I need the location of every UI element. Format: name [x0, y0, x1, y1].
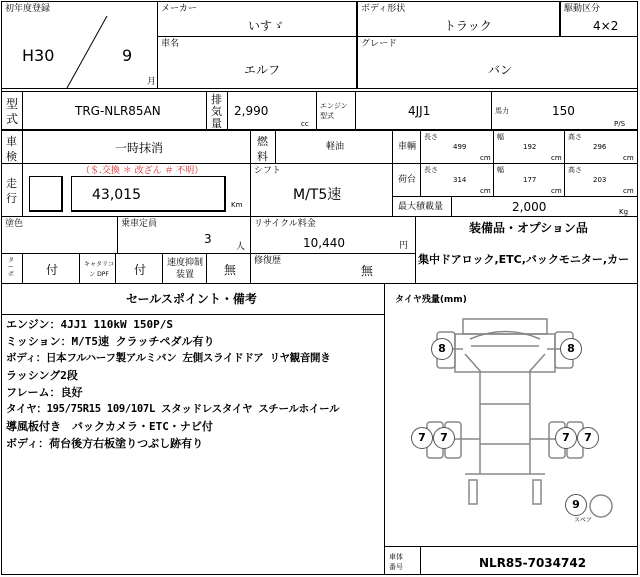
- tire-spare: 9: [565, 494, 587, 516]
- options-value: 集中ドアロック,ETC,バックモニター,カー: [418, 253, 630, 266]
- model-label-cell: [1, 91, 23, 130]
- shift-cell: [250, 163, 393, 217]
- displacement-label: 排気量: [211, 93, 222, 130]
- catalyst-label: キャタリコン DPF: [84, 261, 114, 278]
- max-load-cell: [451, 196, 638, 217]
- cabin-height: 296: [593, 143, 607, 151]
- max-load-label: 最大積載量: [398, 202, 444, 212]
- unit-cm: cm: [623, 154, 634, 162]
- max-load-unit: Kg: [619, 208, 629, 216]
- vin-label-cell: [384, 546, 421, 575]
- height-label: 高さ: [568, 166, 582, 174]
- shift-label: シフト: [254, 166, 282, 176]
- repair-value: 無: [361, 264, 374, 278]
- fuel-value: 軽油: [326, 142, 345, 152]
- recycle-cell: [250, 216, 416, 254]
- car-name-cell: [157, 36, 357, 89]
- model-value: TRG-NLR85AN: [75, 104, 161, 118]
- body-type-cell: [357, 1, 560, 37]
- maker-value: いすゞ: [248, 19, 285, 33]
- sales-line: ラッシング2段: [6, 369, 78, 382]
- car-name-value: エルフ: [244, 63, 281, 77]
- cabin-height-cell: [564, 130, 638, 164]
- capacity-label: 乗車定員: [121, 219, 158, 229]
- tire-rear-right-inner: 7: [555, 427, 577, 449]
- unit-cm: cm: [623, 187, 634, 195]
- sales-points-body: [6, 316, 384, 452]
- width-label: 幅: [497, 166, 504, 174]
- sales-points-title: セールスポイント・備考: [126, 292, 257, 306]
- first-reg-label: 初年度登録: [5, 4, 51, 14]
- cabin-width: 192: [523, 143, 537, 151]
- speed-limiter-label: 速度抑制装置: [166, 258, 203, 280]
- car-name-label: 車名: [161, 39, 180, 49]
- mileage-mark-box: [29, 176, 63, 212]
- sales-line: エンジン：4JJ1 110kW 150P/S: [6, 318, 174, 331]
- sales-line: フレーム：良好: [6, 386, 83, 399]
- turbo-value: 付: [46, 263, 59, 277]
- catalyst-cell: [115, 253, 163, 284]
- inspection-label-cell: [1, 130, 23, 164]
- len-label: 長さ: [424, 133, 438, 141]
- body-value: トラック: [444, 19, 492, 33]
- horsepower-value: 150: [552, 104, 575, 118]
- vin-cell: [420, 546, 638, 575]
- cargo-length-cell: [420, 163, 494, 197]
- horsepower-label: 馬力: [495, 107, 509, 115]
- unit-cm: cm: [551, 154, 562, 162]
- drive-label: 駆動区分: [564, 4, 601, 14]
- cabin-width-cell: [493, 130, 565, 164]
- mileage-cell: [22, 163, 251, 217]
- sales-line: ボディ：荷台後方右板塗りつぶし跡有り: [6, 437, 204, 450]
- speed-limiter-label-cell: [162, 253, 207, 284]
- tire-front-left: 8: [431, 338, 453, 360]
- turbo-label: ターボ: [8, 257, 15, 278]
- capacity-unit: 人: [236, 242, 246, 252]
- cargo-label-cell: [392, 163, 421, 197]
- sales-line: ミッション：M/T5速 クラッチペダル有り: [6, 335, 215, 348]
- displacement-unit: cc: [301, 120, 309, 128]
- unit-cm: cm: [480, 154, 491, 162]
- tire-section: [384, 283, 638, 547]
- fuel-label: 燃料: [257, 135, 268, 163]
- recycle-unit: 円: [399, 241, 409, 251]
- sales-points-section: [1, 283, 385, 575]
- maker-cell: [157, 1, 357, 37]
- cabin-label: 車輌: [398, 142, 417, 152]
- shift-value: M/T5速: [293, 187, 342, 203]
- engine-model-value: 4JJ1: [408, 104, 431, 118]
- capacity-cell: [117, 216, 251, 254]
- model-cell: [22, 91, 207, 130]
- vin-label: 車体番号: [389, 553, 403, 571]
- spare-label: スペア: [574, 517, 593, 524]
- divider-slash: [2, 2, 158, 89]
- speed-limiter-cell: [206, 253, 251, 284]
- fuel-cell: [275, 130, 393, 164]
- color-cell: [1, 216, 118, 254]
- height-label: 高さ: [568, 133, 582, 141]
- cabin-label-cell: [392, 130, 421, 164]
- tire-front-right: 8: [560, 338, 582, 360]
- cargo-length: 314: [453, 176, 467, 184]
- horsepower-cell: [491, 91, 638, 130]
- color-label: 塗色: [5, 219, 24, 229]
- grade-value: バン: [488, 63, 513, 77]
- len-label: 長さ: [424, 166, 438, 174]
- grade-label: グレード: [361, 39, 398, 49]
- inspection-value: 一時抹消: [115, 141, 164, 155]
- cargo-height-cell: [564, 163, 638, 197]
- engine-model-label: エンジン型式: [320, 102, 348, 120]
- fuel-label-cell: [250, 130, 276, 164]
- vin-value: NLR85-7034742: [479, 556, 587, 570]
- cargo-width-cell: [493, 163, 565, 197]
- displacement-label-cell: [206, 91, 228, 130]
- capacity-value: 3: [204, 232, 212, 246]
- cabin-length-cell: [420, 130, 494, 164]
- displacement-value: 2,990: [234, 104, 269, 118]
- first-registration-cell: [1, 1, 158, 89]
- reg-month: 9: [122, 46, 133, 65]
- tire-rear-left-outer: 7: [411, 427, 433, 449]
- width-label: 幅: [497, 133, 504, 141]
- tire-title: タイヤ残量(mm): [395, 295, 467, 305]
- catalyst-label-cell: [79, 253, 116, 284]
- mileage-unit: Km: [231, 201, 243, 209]
- cargo-height: 203: [593, 176, 607, 184]
- sales-line: ボディ：日本フルハーフ製アルミバン 左側スライドドア リヤ観音開き: [6, 352, 331, 364]
- era-year: H30: [22, 46, 55, 65]
- maker-label: メーカー: [161, 4, 197, 14]
- sales-line: タイヤ：195/75R15 109/107L スタッドレスタイヤ スチールホイール: [6, 403, 340, 415]
- catalyst-value: 付: [134, 263, 147, 277]
- options-cell: [415, 216, 638, 284]
- repair-label: 修復歴: [254, 256, 282, 266]
- engine-model-cell: [355, 91, 492, 130]
- model-label: 型式: [6, 97, 19, 126]
- drive-value: 4×2: [593, 19, 619, 33]
- mileage-label: 走行: [6, 177, 17, 205]
- grade-cell: [357, 36, 638, 89]
- repair-cell: [250, 253, 416, 284]
- recycle-label: リサイクル料金: [254, 219, 316, 229]
- max-load-label-cell: [392, 196, 452, 217]
- speed-limiter-value: 無: [224, 263, 237, 277]
- sales-line: 導風板付き バックカメラ・ETC・ナビ付: [6, 420, 213, 433]
- options-title: 装備品・オプション品: [469, 221, 588, 235]
- sales-points-header: [2, 284, 384, 315]
- max-load-value: 2,000: [512, 200, 547, 214]
- recycle-value: 10,440: [303, 236, 345, 250]
- mileage-value: 43,015: [92, 187, 141, 203]
- turbo-cell: [22, 253, 80, 284]
- cargo-label: 荷台: [398, 175, 417, 185]
- turbo-label-cell: [1, 253, 23, 284]
- unit-cm: cm: [480, 187, 491, 195]
- mileage-value-box: [71, 176, 226, 212]
- tire-rear-left-inner: 7: [433, 427, 455, 449]
- unit-cm: cm: [551, 187, 562, 195]
- month-unit: 月: [147, 77, 157, 87]
- cargo-width: 177: [523, 176, 537, 184]
- inspection-label: 車検: [6, 135, 17, 163]
- inspection-cell: [22, 130, 251, 164]
- drive-cell: [560, 1, 638, 37]
- mileage-note: （＄.交換 ＊ 改ざん ＃ 不明）: [81, 166, 204, 176]
- tire-rear-right-outer: 7: [577, 427, 599, 449]
- cabin-length: 499: [453, 143, 467, 151]
- horsepower-unit: P/S: [614, 120, 626, 128]
- mileage-label-cell: [1, 163, 23, 217]
- engine-model-label-cell: [316, 91, 356, 130]
- truck-outline-diagram: [385, 284, 638, 547]
- body-label: ボディ形状: [361, 4, 406, 14]
- displacement-cell: [227, 91, 317, 130]
